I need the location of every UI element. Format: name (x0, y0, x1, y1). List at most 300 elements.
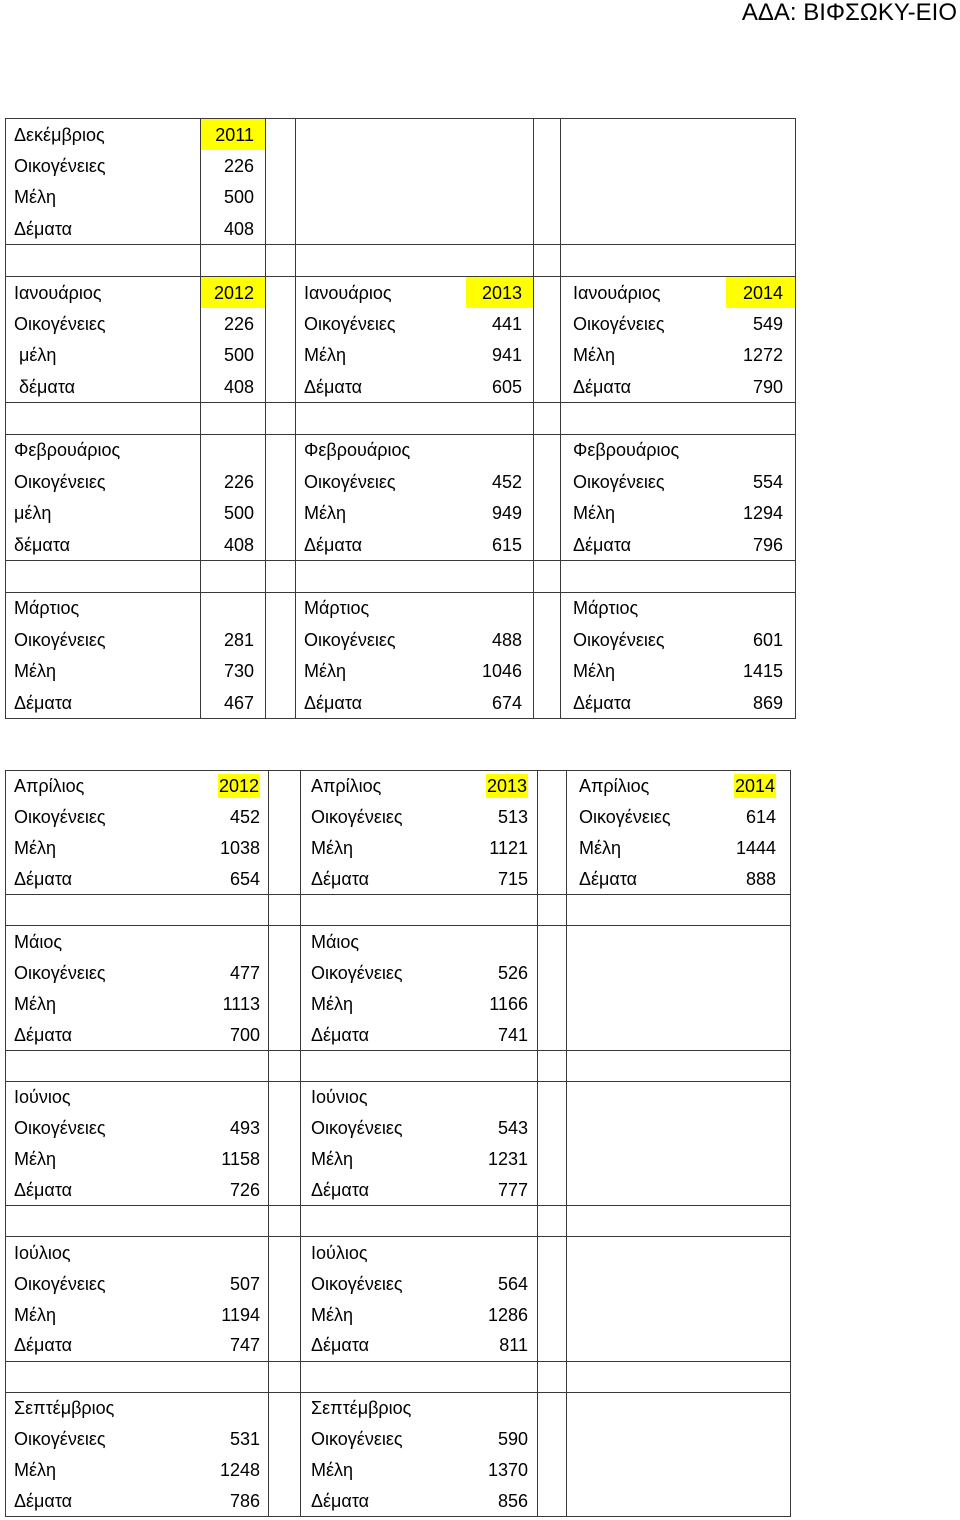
value-cell (201, 1113, 269, 1144)
empty-cell (301, 1206, 471, 1237)
value-cell (726, 624, 796, 656)
row-label: Μέλη (304, 345, 347, 366)
table-row (6, 656, 796, 688)
value-cell (471, 1175, 538, 1206)
month-label: Ιανουάριος (573, 282, 661, 303)
row-value: 500 (223, 187, 254, 208)
month-label: Δεκέμβριος (6, 119, 201, 151)
row-label: Οικογένειες (304, 471, 396, 492)
row-value: 605 (491, 376, 522, 397)
value-cell (723, 1081, 791, 1112)
value-cell (201, 926, 269, 957)
empty-cell (471, 1050, 538, 1081)
spacer-cell (269, 957, 301, 988)
value-cell (723, 1455, 791, 1486)
year-value: 2013 (481, 282, 522, 303)
row-value: 790 (752, 376, 783, 397)
row-value: 543 (497, 1118, 528, 1139)
separator-row (6, 1206, 791, 1237)
month-label: Μάρτιος (573, 598, 639, 619)
value-cell (201, 592, 266, 624)
value-cell (201, 1175, 269, 1206)
row-label: Οικογένειες (311, 807, 403, 828)
row-value: 477 (229, 962, 260, 983)
value-cell (471, 1486, 538, 1517)
row-value: 1121 (489, 838, 528, 859)
row-label: Δέματα (311, 1335, 370, 1356)
empty-cell (723, 1050, 791, 1081)
spacer-cell (534, 592, 561, 624)
spacer-cell (269, 1019, 301, 1050)
month-label: Ιανουάριος (304, 282, 392, 303)
spacer-cell (538, 771, 567, 802)
row-label: Μέλη (6, 182, 201, 214)
row-value: 452 (491, 471, 522, 492)
row-label: Δέματα (311, 1180, 370, 1201)
value-cell (723, 1392, 791, 1423)
row-label: Οικογένειες (573, 471, 665, 492)
table-row (6, 434, 796, 466)
value-cell (201, 340, 266, 372)
row-label: Δέματα (304, 376, 363, 397)
empty-cell (567, 1392, 723, 1423)
row-value: 786 (229, 1490, 260, 1511)
spacer-cell (266, 213, 296, 245)
table-row (6, 340, 796, 372)
empty-cell (561, 182, 726, 214)
empty-cell (534, 245, 561, 277)
empty-cell (567, 988, 723, 1019)
value-cell (471, 926, 538, 957)
spacer-cell (538, 1175, 567, 1206)
row-label: Μέλη (573, 345, 616, 366)
value-cell (471, 864, 538, 895)
value-cell (466, 498, 534, 530)
value-cell (471, 1455, 538, 1486)
row-value: 715 (497, 869, 528, 890)
row-label: Οικογένειες (573, 629, 665, 650)
table-row (6, 371, 796, 403)
row-value: 1286 (487, 1304, 528, 1325)
spacer-cell (538, 1392, 567, 1423)
row-value: 601 (752, 629, 783, 650)
row-value: 1415 (742, 661, 783, 682)
empty-cell (538, 1206, 567, 1237)
row-value: 1294 (742, 503, 783, 524)
empty-cell (471, 1206, 538, 1237)
value-cell (466, 340, 534, 372)
row-label: Οικογένειες (573, 313, 665, 334)
value-cell (466, 466, 534, 498)
table-row (6, 771, 791, 802)
month-label: Απρίλιος (311, 776, 382, 797)
value-cell (201, 1455, 269, 1486)
row-label: Δέματα (304, 534, 363, 555)
value-cell (726, 340, 796, 372)
empty-cell (567, 926, 723, 957)
row-value: 941 (491, 345, 522, 366)
empty-cell (534, 561, 561, 593)
value-cell (726, 150, 796, 182)
row-label: Οικογένειες (6, 308, 201, 340)
spacer-cell (269, 833, 301, 864)
empty-cell (6, 1361, 201, 1392)
separator-row (6, 561, 796, 593)
value-cell (466, 182, 534, 214)
spacer-cell (538, 1113, 567, 1144)
year-value: 2012 (213, 282, 254, 303)
empty-cell (266, 245, 296, 277)
empty-cell (567, 1361, 723, 1392)
empty-cell (201, 1361, 269, 1392)
spacer-cell (269, 1455, 301, 1486)
value-cell (723, 833, 791, 864)
year-value: 2014 (734, 776, 775, 797)
month-label: Φεβρουάριος (6, 434, 201, 466)
value-cell (201, 1019, 269, 1050)
table-row (6, 308, 796, 340)
value-cell (723, 802, 791, 833)
empty-cell (567, 1423, 723, 1454)
value-cell (466, 371, 534, 403)
separator-row (6, 245, 796, 277)
row-value: 888 (745, 869, 776, 890)
empty-cell (6, 895, 201, 926)
spacer-cell (266, 687, 296, 719)
value-cell (466, 119, 534, 151)
row-value: 869 (752, 692, 783, 713)
value-cell (201, 119, 266, 151)
month-label: Ιούλιος (311, 1242, 368, 1263)
row-label: Οικογένειες (304, 313, 396, 334)
empty-cell (561, 403, 726, 435)
row-label: Μέλη (573, 503, 616, 524)
empty-cell (726, 561, 796, 593)
spacer-cell (266, 529, 296, 561)
spacer-cell (538, 1330, 567, 1361)
row-value: 554 (752, 471, 783, 492)
value-cell (726, 276, 796, 308)
table-row (6, 802, 791, 833)
row-label: Δέματα (6, 1019, 201, 1050)
empty-cell (466, 245, 534, 277)
row-value: 1194 (221, 1304, 260, 1325)
empty-cell (201, 561, 266, 593)
spacer-cell (266, 308, 296, 340)
row-label: μέλη (6, 498, 201, 530)
spacer-cell (538, 1455, 567, 1486)
row-value: 1166 (489, 993, 528, 1014)
separator-row (6, 895, 791, 926)
empty-cell (538, 1361, 567, 1392)
row-label: Δέματα (311, 1024, 370, 1045)
table-row (6, 1486, 791, 1517)
value-cell (726, 371, 796, 403)
spacer-cell (538, 833, 567, 864)
value-cell (466, 213, 534, 245)
value-cell (723, 1486, 791, 1517)
spacer-cell (534, 371, 561, 403)
year-value: 2013 (486, 776, 527, 797)
value-cell (201, 434, 266, 466)
empty-cell (471, 1361, 538, 1392)
empty-cell (567, 1237, 723, 1268)
value-cell (471, 1019, 538, 1050)
row-label: Δέματα (579, 869, 638, 890)
value-cell (723, 1113, 791, 1144)
row-label: Δέματα (311, 869, 370, 890)
row-label: Δέματα (304, 692, 363, 713)
spacer-cell (269, 802, 301, 833)
month-label: Σεπτέμβριος (311, 1398, 412, 1419)
value-cell (466, 276, 534, 308)
row-label: Δέματα (6, 1486, 201, 1517)
spacer-cell (269, 1299, 301, 1330)
row-label: Μέλη (311, 1149, 354, 1170)
table-row (6, 833, 791, 864)
empty-cell (6, 245, 201, 277)
table-row (6, 1330, 791, 1361)
value-cell (201, 1081, 269, 1112)
table-row (6, 1019, 791, 1050)
value-cell (723, 1144, 791, 1175)
value-cell (723, 1175, 791, 1206)
value-cell (201, 213, 266, 245)
empty-cell (466, 561, 534, 593)
value-cell (471, 833, 538, 864)
spacer-cell (266, 466, 296, 498)
spacer-cell (266, 656, 296, 688)
empty-cell (6, 1206, 201, 1237)
value-cell (723, 864, 791, 895)
spacer-cell (269, 1486, 301, 1517)
value-cell (726, 466, 796, 498)
value-cell (201, 466, 266, 498)
row-label: Οικογένειες (6, 957, 201, 988)
empty-cell (296, 150, 466, 182)
spacer-cell (538, 1423, 567, 1454)
row-value: 1038 (219, 838, 260, 859)
year-value: 2014 (742, 282, 783, 303)
row-label: Οικογένειες (311, 1118, 403, 1139)
empty-cell (567, 1299, 723, 1330)
value-cell (726, 656, 796, 688)
month-label: Φεβρουάριος (304, 440, 411, 461)
empty-cell (266, 403, 296, 435)
empty-cell (266, 561, 296, 593)
value-cell (466, 150, 534, 182)
row-label: Μέλη (573, 661, 616, 682)
row-label: Μέλη (311, 1460, 354, 1481)
row-label: Οικογένειες (6, 150, 201, 182)
table-row (6, 592, 796, 624)
empty-cell (567, 1081, 723, 1112)
value-cell (201, 802, 269, 833)
value-cell (726, 308, 796, 340)
row-value: 488 (491, 629, 522, 650)
value-cell (723, 771, 791, 802)
spacer-cell (269, 771, 301, 802)
row-label: Μέλη (311, 838, 354, 859)
month-label: Ιούλιος (6, 1237, 201, 1268)
row-label: Μέλη (6, 833, 201, 864)
year-value: 2012 (218, 776, 259, 797)
month-label: Απρίλιος (579, 776, 650, 797)
value-cell (471, 1081, 538, 1112)
value-cell (471, 1392, 538, 1423)
value-cell (726, 213, 796, 245)
table-row (6, 150, 796, 182)
spacer-cell (269, 1113, 301, 1144)
row-label: Μέλη (6, 988, 201, 1019)
row-label: Οικογένειες (304, 629, 396, 650)
value-cell (466, 434, 534, 466)
row-label: Οικογένειες (579, 807, 671, 828)
row-value: 531 (229, 1429, 260, 1450)
empty-cell (201, 1050, 269, 1081)
row-value: 674 (491, 692, 522, 713)
value-cell (201, 957, 269, 988)
empty-cell (201, 403, 266, 435)
row-value: 1248 (219, 1460, 260, 1481)
value-cell (201, 529, 266, 561)
empty-cell (723, 895, 791, 926)
row-value: 564 (497, 1273, 528, 1294)
row-value: 856 (497, 1490, 528, 1511)
empty-cell (269, 1206, 301, 1237)
empty-cell (301, 1050, 471, 1081)
spacer-cell (534, 119, 561, 151)
empty-cell (726, 245, 796, 277)
value-cell (471, 1330, 538, 1361)
value-cell (471, 988, 538, 1019)
value-cell (723, 1423, 791, 1454)
row-value: 467 (223, 692, 254, 713)
value-cell (471, 802, 538, 833)
value-cell (201, 308, 266, 340)
value-cell (726, 529, 796, 561)
spacer-cell (538, 864, 567, 895)
value-cell (201, 624, 266, 656)
spacer-cell (534, 624, 561, 656)
spacer-cell (538, 1268, 567, 1299)
row-label: Δέματα (573, 376, 632, 397)
separator-row (6, 1050, 791, 1081)
row-label: Οικογένειες (6, 624, 201, 656)
table-row (6, 1455, 791, 1486)
empty-cell (301, 895, 471, 926)
row-label: Δέματα (6, 213, 201, 245)
spacer-cell (534, 529, 561, 561)
spacer-cell (266, 276, 296, 308)
table-row (6, 466, 796, 498)
row-label: Οικογένειες (6, 466, 201, 498)
table-row (6, 529, 796, 561)
month-label: Μάιος (6, 926, 201, 957)
value-cell (201, 371, 266, 403)
row-value: 452 (229, 807, 260, 828)
value-cell (201, 988, 269, 1019)
empty-cell (567, 1330, 723, 1361)
spacer-cell (269, 1423, 301, 1454)
spacer-cell (534, 182, 561, 214)
empty-cell (296, 119, 466, 151)
spacer-cell (534, 340, 561, 372)
value-cell (466, 308, 534, 340)
empty-cell (567, 1019, 723, 1050)
value-cell (723, 926, 791, 957)
row-label: Οικογένειες (6, 802, 201, 833)
empty-cell (561, 119, 726, 151)
value-cell (471, 1144, 538, 1175)
value-cell (201, 1268, 269, 1299)
spacer-cell (534, 213, 561, 245)
value-cell (726, 498, 796, 530)
table-row (6, 276, 796, 308)
table-row (6, 119, 796, 151)
table-row (6, 1268, 791, 1299)
empty-cell (269, 1361, 301, 1392)
row-value: 614 (745, 807, 776, 828)
row-value: 281 (223, 629, 254, 650)
month-label: Ιανουάριος (6, 276, 201, 308)
row-value: 730 (223, 661, 254, 682)
empty-cell (567, 1455, 723, 1486)
value-cell (466, 656, 534, 688)
value-cell (201, 833, 269, 864)
table-row (6, 182, 796, 214)
row-label: Μέλη (304, 503, 347, 524)
table-row (6, 1144, 791, 1175)
row-label: δέματα (6, 371, 201, 403)
empty-cell (567, 1113, 723, 1144)
value-cell (201, 276, 266, 308)
value-cell (201, 687, 266, 719)
month-label: Σεπτέμβριος (6, 1392, 201, 1423)
empty-cell (567, 1050, 723, 1081)
spacer-cell (534, 656, 561, 688)
spacer-cell (269, 1237, 301, 1268)
spacer-cell (269, 1175, 301, 1206)
empty-cell (567, 1144, 723, 1175)
spacer-cell (538, 1486, 567, 1517)
empty-cell (296, 245, 466, 277)
value-cell (726, 687, 796, 719)
row-value: 507 (229, 1273, 260, 1294)
value-cell (201, 1144, 269, 1175)
value-cell (201, 1330, 269, 1361)
row-value: 700 (229, 1024, 260, 1045)
value-cell (201, 1392, 269, 1423)
row-value: 1444 (735, 838, 776, 859)
value-cell (201, 1299, 269, 1330)
empty-cell (538, 1050, 567, 1081)
empty-cell (538, 895, 567, 926)
row-label: Δέματα (6, 1330, 201, 1361)
value-cell (471, 957, 538, 988)
row-value: 654 (229, 869, 260, 890)
month-label: Μάρτιος (304, 598, 370, 619)
year-value: 2011 (215, 124, 254, 145)
spacer-cell (266, 340, 296, 372)
spacer-cell (266, 498, 296, 530)
table-row (6, 1113, 791, 1144)
table-row (6, 1175, 791, 1206)
empty-cell (471, 895, 538, 926)
empty-cell (561, 150, 726, 182)
spacer-cell (534, 466, 561, 498)
spacer-cell (266, 182, 296, 214)
